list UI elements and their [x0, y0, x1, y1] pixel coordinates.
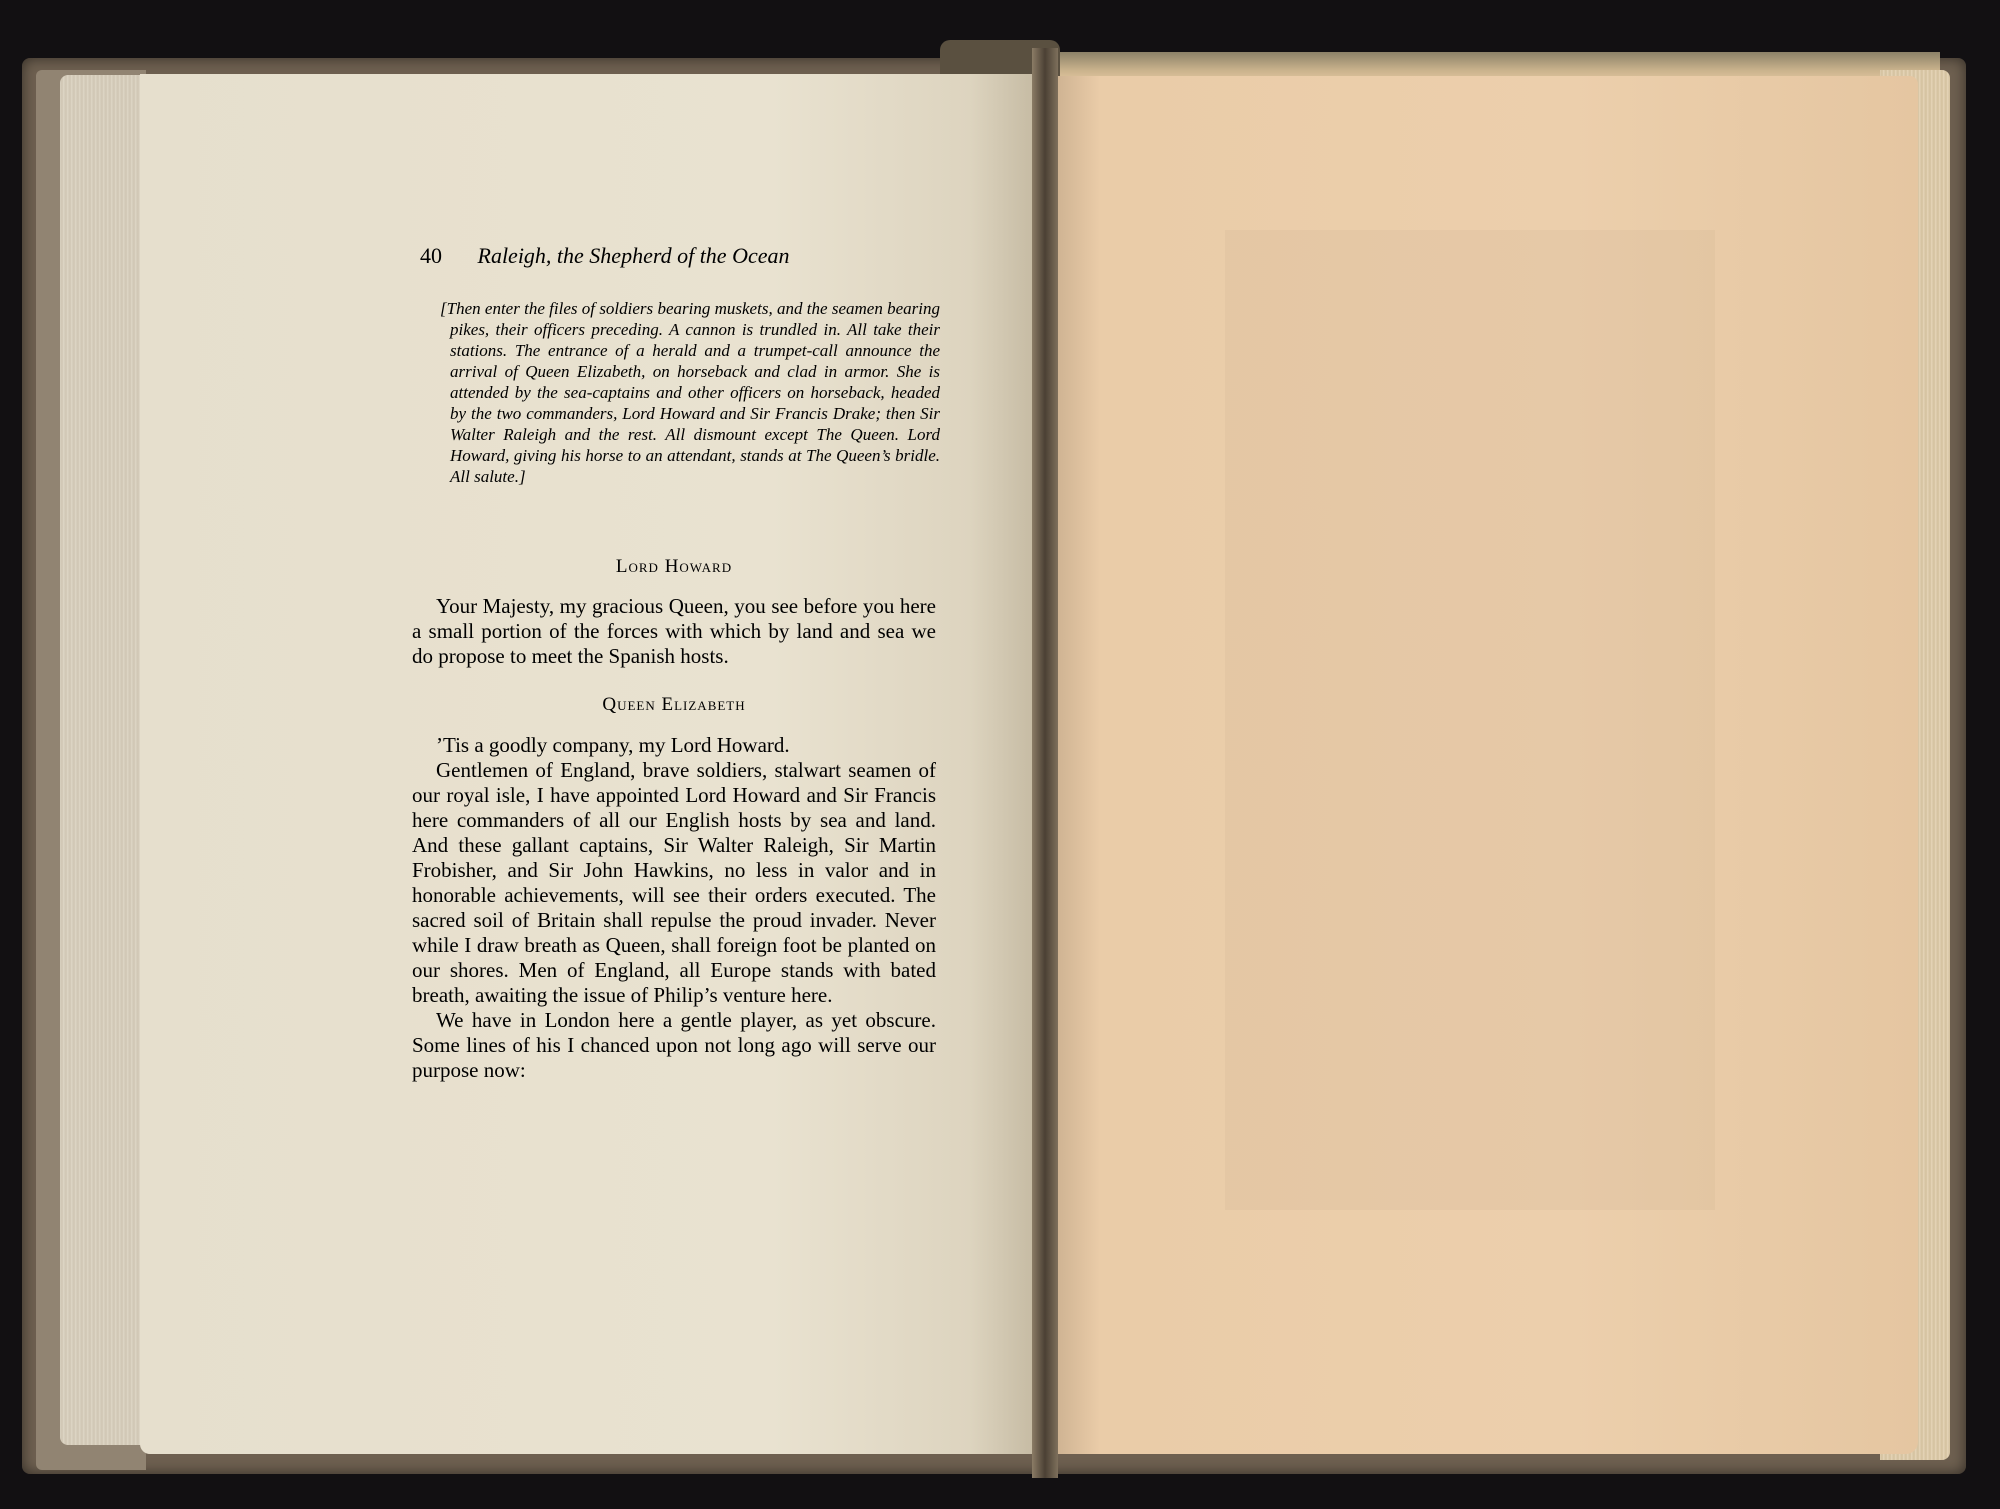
stage-direction [440, 298, 940, 487]
speech-elizabeth-line-1: ’Tis a goodly company, my Lord Howard. [436, 733, 790, 757]
speaker-queen-elizabeth: Queen Elizabeth [602, 694, 746, 715]
speech-elizabeth-para-2: Gentlemen of England, brave soldiers, stalwart seamen of our royal isle, I have appointed Lord Howard and Sir Francis here commanders of all our English hosts by sea and land. And these gallant captains, Sir Walter Raleigh, Sir Martin Frobisher, and Sir John Hawkins, no less in valor and in honorable achievements, will see their orders executed. The sacred soil of Britain shall repulse the proud invader. Never while I draw breath as Queen, shall foreign foot be planted on our shores. Men of England, all Europe stands with bated breath, awaiting the issue of Philip’s venture here. [412, 758, 936, 1007]
speech-elizabeth-para-3: We have in London here a gentle player, as yet obscure. Some lines of his I chanced upon not long ago will serve our purpose now: [412, 1008, 936, 1082]
speech-elizabeth [412, 733, 936, 1083]
book-gutter [1032, 48, 1058, 1478]
running-title: Raleigh, the Shepherd of the Ocean [477, 243, 790, 268]
speech-howard [412, 594, 936, 669]
running-head [420, 242, 940, 270]
speech-howard-text: Your Majesty, my gracious Queen, you see before you here a small portion of the forces with which by land and sea we do propose to meet the Spanish hosts. [412, 594, 936, 668]
stage-direction-text: [Then enter the files of soldiers bearing muskets, and the seamen bearing pikes, their officers preceding. A cannon is trundled in. All take their stations. The entrance of a herald and a trumpet-call announce the arrival of Queen Elizabeth, on horseback and clad in armor. She is attended by the sea-captains and other officers on horseback, headed by the two commanders, Lord Howard and Sir Francis Drake; then Sir Walter Raleigh and the rest. All dismount except The Queen. Lord Howard, giving his horse to an attendant, stands at The Queen’s bridle. All salute.] [440, 299, 940, 486]
speaker-lord-howard: Lord Howard [615, 556, 733, 577]
page-number: 40 [420, 243, 442, 268]
bleed-through [1225, 230, 1715, 1210]
